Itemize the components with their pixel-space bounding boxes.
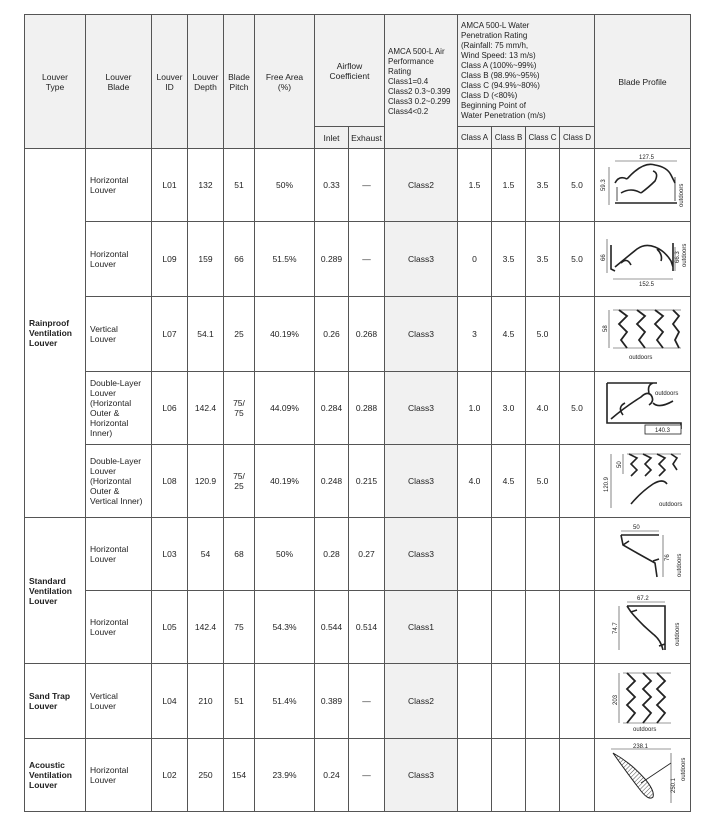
- class-a-cell: [458, 591, 492, 664]
- header-profile: Blade Profile: [595, 15, 691, 149]
- profile-dim: 50: [616, 461, 623, 468]
- air-rating-cell: Class3: [385, 518, 458, 591]
- table-row: [25, 445, 691, 518]
- profile-l07-icon: [595, 297, 691, 372]
- class-d-cell: [560, 739, 595, 812]
- header-pitch: Blade Pitch: [224, 15, 255, 149]
- profile-l05-icon: [595, 591, 691, 664]
- table-row: [25, 372, 691, 445]
- class-d-cell: 5.0: [560, 222, 595, 297]
- depth-cell: 210: [188, 664, 224, 739]
- air-rating-cell: Class2: [385, 664, 458, 739]
- id-cell: L06: [152, 372, 188, 445]
- class-c-cell: 3.5: [526, 149, 560, 222]
- depth-cell: 250: [188, 739, 224, 812]
- header-airflow: Airflow Coefficient: [315, 15, 385, 127]
- class-b-cell: [492, 664, 526, 739]
- profile-dim: 127.5: [638, 155, 654, 161]
- profile-dim: 50: [632, 525, 640, 531]
- class-c-cell: 4.0: [526, 372, 560, 445]
- id-cell: L08: [152, 445, 188, 518]
- profile-l08-icon: [595, 445, 691, 518]
- class-b-cell: 3.0: [492, 372, 526, 445]
- id-cell: L05: [152, 591, 188, 664]
- free-area-cell: 51.5%: [255, 222, 315, 297]
- class-c-cell: [526, 739, 560, 812]
- profile-label: outdoors: [676, 553, 683, 577]
- louver-spec-sheet: [24, 14, 691, 812]
- free-area-cell: 23.9%: [255, 739, 315, 812]
- blade-cell: Vertical Louver: [86, 664, 152, 739]
- header-type: Louver Type: [25, 15, 86, 149]
- inlet-cell: 0.24: [315, 739, 349, 812]
- profile-dim: 238.1: [632, 744, 648, 750]
- profile-label: outdoors: [632, 727, 656, 733]
- blade-cell: Vertical Louver: [86, 297, 152, 372]
- pitch-cell: 154: [224, 739, 255, 812]
- pitch-cell: 75: [224, 591, 255, 664]
- class-b-cell: 3.5: [492, 222, 526, 297]
- free-area-cell: 40.19%: [255, 445, 315, 518]
- table-row: [25, 518, 691, 591]
- table-row: [25, 297, 691, 372]
- blade-cell: Horizontal Louver: [86, 518, 152, 591]
- inlet-cell: 0.248: [315, 445, 349, 518]
- free-area-cell: 50%: [255, 518, 315, 591]
- exhaust-cell: —: [349, 222, 385, 297]
- air-rating-cell: Class3: [385, 372, 458, 445]
- pitch-cell: 75/ 75: [224, 372, 255, 445]
- air-rating-cell: Class3: [385, 739, 458, 812]
- inlet-cell: 0.28: [315, 518, 349, 591]
- profile-label: outdoors: [674, 622, 681, 646]
- profile-label: outdoors: [678, 183, 685, 207]
- class-a-cell: 1.0: [458, 372, 492, 445]
- class-b-cell: 1.5: [492, 149, 526, 222]
- profile-dim: 140.3: [654, 428, 670, 434]
- free-area-cell: 40.19%: [255, 297, 315, 372]
- inlet-cell: 0.26: [315, 297, 349, 372]
- header-class-b: Class B: [492, 127, 526, 149]
- profile-dim: 250.1: [670, 777, 677, 793]
- class-c-cell: [526, 591, 560, 664]
- class-d-cell: [560, 664, 595, 739]
- exhaust-cell: 0.514: [349, 591, 385, 664]
- air-rating-cell: Class3: [385, 222, 458, 297]
- class-a-cell: 4.0: [458, 445, 492, 518]
- louver-table: [24, 14, 691, 812]
- profile-dim: 66.3: [674, 251, 681, 263]
- blade-cell: Horizontal Louver: [86, 739, 152, 812]
- header-depth: Louver Depth: [188, 15, 224, 149]
- free-area-cell: 51.4%: [255, 664, 315, 739]
- profile-l04-icon: [595, 664, 691, 739]
- free-area-cell: 54.3%: [255, 591, 315, 664]
- id-cell: L07: [152, 297, 188, 372]
- class-b-cell: 4.5: [492, 297, 526, 372]
- exhaust-cell: 0.27: [349, 518, 385, 591]
- profile-l02-icon: [595, 739, 691, 812]
- blade-cell: Horizontal Louver: [86, 591, 152, 664]
- id-cell: L09: [152, 222, 188, 297]
- header-free-area: Free Area (%): [255, 15, 315, 149]
- header-inlet: Inlet: [315, 127, 349, 149]
- class-d-cell: [560, 445, 595, 518]
- air-rating-cell: Class3: [385, 297, 458, 372]
- header-class-c: Class C: [526, 127, 560, 149]
- exhaust-cell: 0.215: [349, 445, 385, 518]
- id-cell: L04: [152, 664, 188, 739]
- profile-dim: 58: [602, 325, 609, 332]
- class-a-cell: 3: [458, 297, 492, 372]
- id-cell: L03: [152, 518, 188, 591]
- profile-dim: 203: [612, 694, 619, 705]
- depth-cell: 54: [188, 518, 224, 591]
- header-exhaust: Exhaust: [349, 127, 385, 149]
- blade-cell: Horizontal Louver: [86, 222, 152, 297]
- profile-label: outdoors: [628, 355, 652, 361]
- depth-cell: 159: [188, 222, 224, 297]
- exhaust-cell: 0.268: [349, 297, 385, 372]
- class-c-cell: 5.0: [526, 445, 560, 518]
- profile-dim: 59.3: [600, 179, 607, 191]
- table-row: [25, 664, 691, 739]
- class-b-cell: [492, 518, 526, 591]
- class-b-cell: [492, 591, 526, 664]
- exhaust-cell: —: [349, 739, 385, 812]
- blade-cell: Double-Layer Louver (Horizontal Outer & Horizontal Inner): [86, 372, 152, 445]
- profile-dim: 76: [664, 554, 671, 561]
- pitch-cell: 66: [224, 222, 255, 297]
- id-cell: L01: [152, 149, 188, 222]
- exhaust-cell: —: [349, 664, 385, 739]
- header-class-d: Class D: [560, 127, 595, 149]
- class-a-cell: 0: [458, 222, 492, 297]
- class-d-cell: [560, 297, 595, 372]
- air-rating-cell: Class2: [385, 149, 458, 222]
- pitch-cell: 51: [224, 149, 255, 222]
- class-a-cell: [458, 664, 492, 739]
- id-cell: L02: [152, 739, 188, 812]
- profile-dim: 120.9: [603, 476, 610, 492]
- class-a-cell: [458, 518, 492, 591]
- class-d-cell: [560, 591, 595, 664]
- profile-dim: 66: [600, 254, 607, 261]
- profile-l09-icon: [595, 222, 691, 297]
- table-row: [25, 222, 691, 297]
- exhaust-cell: 0.288: [349, 372, 385, 445]
- pitch-cell: 68: [224, 518, 255, 591]
- exhaust-cell: —: [349, 149, 385, 222]
- air-rating-cell: Class3: [385, 445, 458, 518]
- pitch-cell: 51: [224, 664, 255, 739]
- profile-dim: 152.5: [638, 282, 654, 288]
- group-standard: Standard Ventilation Louver: [25, 518, 86, 664]
- inlet-cell: 0.544: [315, 591, 349, 664]
- depth-cell: 120.9: [188, 445, 224, 518]
- header-class-a: Class A: [458, 127, 492, 149]
- inlet-cell: 0.284: [315, 372, 349, 445]
- pitch-cell: 75/ 25: [224, 445, 255, 518]
- blade-cell: Horizontal Louver: [86, 149, 152, 222]
- header-air-rating: AMCA 500-L Air Performance Rating Class1=0.4 Class2 0.3~0.399 Class3 0.2~0.299 Class4<0.2: [385, 15, 458, 149]
- profile-dim: 74.7: [612, 622, 619, 634]
- header-water-rating: AMCA 500-L Water Penetration Rating (Rainfall: 75 mm/h, Wind Speed: 13 m/s) Class A (100%~99%) Class B (98.9%~95%) Class C (94.9%~80%) Class D (<80%) Beginning Point of Water Penetration (m/s): [458, 15, 595, 127]
- header-id: Louver ID: [152, 15, 188, 149]
- inlet-cell: 0.289: [315, 222, 349, 297]
- inlet-cell: 0.33: [315, 149, 349, 222]
- group-acoustic: Acoustic Ventilation Louver: [25, 739, 86, 812]
- table-row: [25, 739, 691, 812]
- profile-l06-icon: [595, 372, 691, 445]
- depth-cell: 54.1: [188, 297, 224, 372]
- profile-label: outdoors: [680, 757, 687, 781]
- class-c-cell: [526, 664, 560, 739]
- profile-label: outdoors: [658, 502, 682, 508]
- profile-label: outdoors: [681, 243, 688, 267]
- depth-cell: 142.4: [188, 372, 224, 445]
- profile-label: outdoors: [654, 391, 678, 397]
- class-b-cell: 4.5: [492, 445, 526, 518]
- air-rating-cell: Class1: [385, 591, 458, 664]
- inlet-cell: 0.389: [315, 664, 349, 739]
- class-c-cell: 5.0: [526, 297, 560, 372]
- group-sand-trap: Sand Trap Louver: [25, 664, 86, 739]
- depth-cell: 132: [188, 149, 224, 222]
- free-area-cell: 44.09%: [255, 372, 315, 445]
- pitch-cell: 25: [224, 297, 255, 372]
- class-b-cell: [492, 739, 526, 812]
- blade-cell: Double-Layer Louver (Horizontal Outer & Vertical Inner): [86, 445, 152, 518]
- depth-cell: 142.4: [188, 591, 224, 664]
- class-a-cell: [458, 739, 492, 812]
- class-a-cell: 1.5: [458, 149, 492, 222]
- table-row: [25, 149, 691, 222]
- profile-dim: 67.2: [636, 596, 649, 602]
- class-d-cell: 5.0: [560, 149, 595, 222]
- table-row: [25, 591, 691, 664]
- header-blade: Louver Blade: [86, 15, 152, 149]
- profile-l03-icon: [595, 518, 691, 591]
- profile-l01-icon: [595, 149, 691, 222]
- class-d-cell: 5.0: [560, 372, 595, 445]
- group-rainproof: Rainproof Ventilation Louver: [25, 149, 86, 518]
- class-d-cell: [560, 518, 595, 591]
- class-c-cell: [526, 518, 560, 591]
- free-area-cell: 50%: [255, 149, 315, 222]
- class-c-cell: 3.5: [526, 222, 560, 297]
